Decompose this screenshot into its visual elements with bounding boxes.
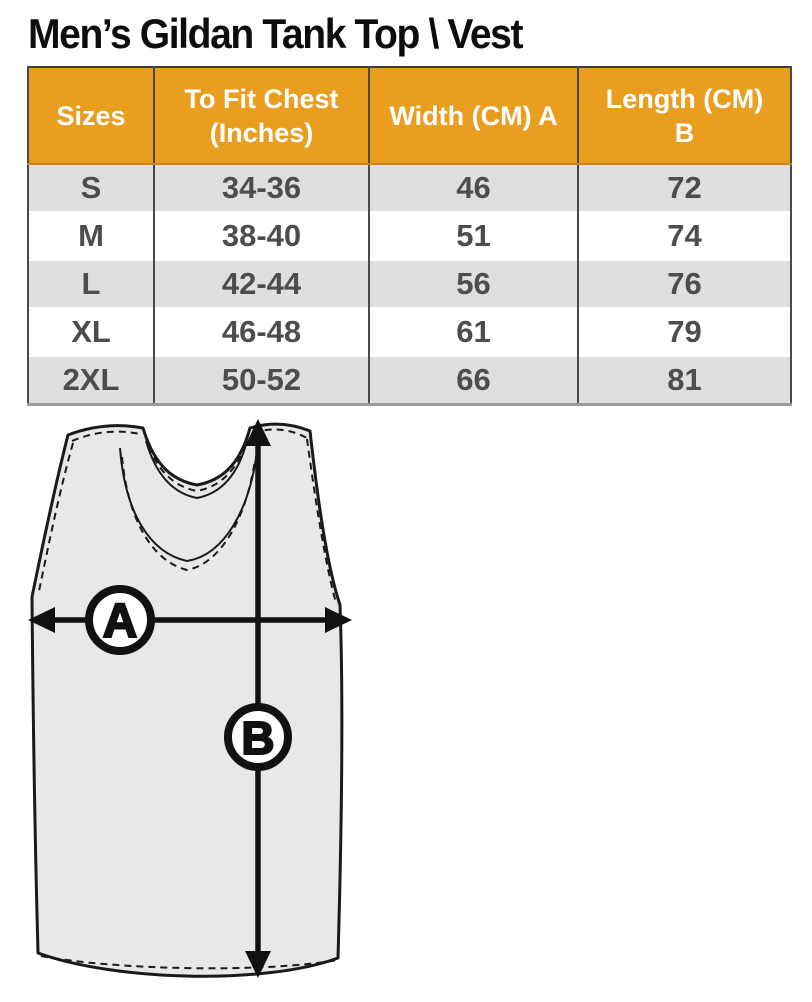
size-cell: S	[28, 164, 154, 212]
measurement-a-badge	[89, 589, 151, 651]
chest-cell: 42-44	[154, 260, 369, 308]
header-chest: To Fit Chest (Inches)	[154, 67, 369, 164]
tank-outline	[32, 424, 342, 976]
table-row	[28, 212, 791, 260]
table-row	[28, 260, 791, 308]
size-cell: 2XL	[28, 356, 154, 405]
chest-cell: 46-48	[154, 308, 369, 356]
width-cell: 66	[369, 356, 578, 405]
tank-top-diagram	[25, 413, 355, 997]
size-table	[27, 66, 792, 406]
width-cell: 51	[369, 212, 578, 260]
table-row	[28, 308, 791, 356]
length-cell: 76	[578, 260, 791, 308]
measurement-b-badge	[228, 707, 288, 767]
page-title: Men’s Gildan Tank Top \ Vest	[28, 10, 523, 57]
length-cell: 79	[578, 308, 791, 356]
header-sizes: Sizes	[28, 67, 154, 164]
measurement-b-label: B	[241, 712, 275, 764]
size-cell: XL	[28, 308, 154, 356]
chest-cell: 50-52	[154, 356, 369, 405]
size-cell: M	[28, 212, 154, 260]
length-cell: 81	[578, 356, 791, 405]
chest-cell: 38-40	[154, 212, 369, 260]
measurement-a-label: A	[102, 595, 138, 648]
table-row	[28, 356, 791, 405]
header-width: Width (CM) A	[369, 67, 578, 164]
width-cell: 56	[369, 260, 578, 308]
width-cell: 46	[369, 164, 578, 212]
width-cell: 61	[369, 308, 578, 356]
size-cell: L	[28, 260, 154, 308]
chest-cell: 34-36	[154, 164, 369, 212]
length-cell: 72	[578, 164, 791, 212]
table-row	[28, 164, 791, 212]
length-cell: 74	[578, 212, 791, 260]
table-header-row	[28, 67, 791, 164]
header-length: Length (CM) B	[578, 67, 791, 164]
